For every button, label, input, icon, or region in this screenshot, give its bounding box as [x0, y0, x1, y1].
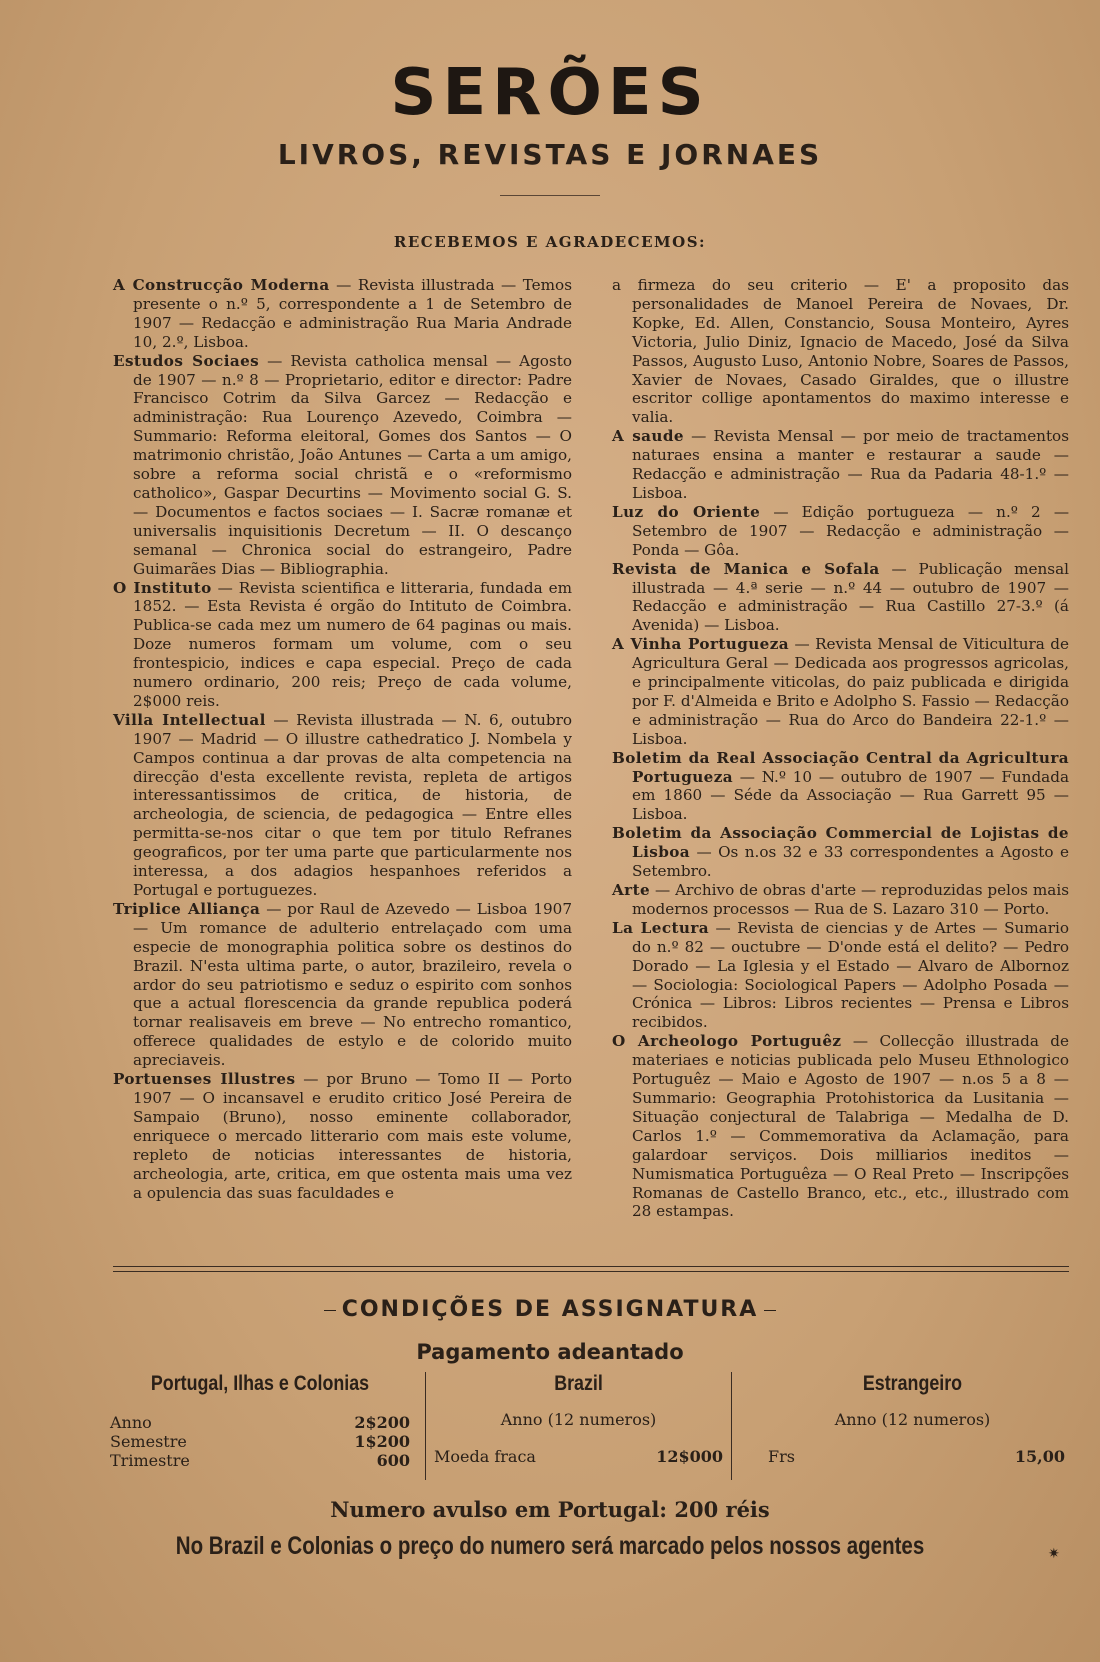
right-column: [612, 276, 1069, 1221]
masthead-subtitle: LIVROS, REVISTAS E JORNAES: [277, 138, 823, 171]
dash-right: [764, 1310, 776, 1311]
entry-text: — Revista scientifica e litteraria, fundada em 1852. — Esta Revista é orgão do Intituto de Coimbra. Publica-se cada mez um numero de 64 paginas ou mais. Doze numeros formam um volume, com o seu frontespicio, indices e capa especial. Preço de cada numero ordinario, 200 reis; Preço de cada volume, 2$000 reis.: [133, 578, 572, 710]
entry-text: — Collecção illustrada de materiaes e noticias publicada pelo Museu Ethnologico Portuguêz — Maio e Agosto de 1907 — n.os 5 a 8 — Summario: Geographia Protohistorica da Lusitania — Situação conjectural de Talabriga — Medalha de D. Carlos 1.º — Commemorativa da Aclamação, para galardoar serviços. Dois milliarios ineditos — Numismatica Portuguêza — O Real Preto — Inscripções Romanas de Castello Branco, etc., etc., illustrado com 28 estampas.: [632, 1032, 1069, 1221]
entry-name: Boletim da Real Associação Central da Agricultura Portugueza: [612, 748, 1069, 786]
entry-name: O Instituto: [113, 578, 212, 597]
price-amount: 2$200: [354, 1413, 410, 1432]
price-label: Anno: [110, 1413, 152, 1432]
entry-o-instituto: [113, 579, 572, 711]
price-heading-brazil: Brazil: [554, 1372, 603, 1395]
entry-text: — Revista Mensal — por meio de tractamentos naturaes ensina a manter e restaurar a saude — Redacção e administração — Rua da Padaria 48-1.º — Lisboa.: [632, 427, 1069, 502]
price-label: Semestre: [110, 1432, 187, 1451]
entry-vinha-portugueza: [612, 635, 1069, 748]
price-label: Moeda fraca: [434, 1447, 536, 1466]
price-row: [110, 1413, 410, 1432]
entry-arte: [612, 881, 1069, 919]
payment-heading: Pagamento adeantado: [416, 1340, 684, 1364]
entry-name: A Vinha Portugueza: [612, 635, 789, 654]
entry-name: O Archeologo Portuguêz: [612, 1032, 842, 1051]
price-row: [110, 1451, 410, 1470]
entry-name: A Construcção Moderna: [113, 276, 330, 294]
price-column-portugal: [110, 1372, 410, 1480]
entry-archeologo-portuguez: [612, 1032, 1069, 1221]
entry-text: — N.º 10 — outubro de 1907 — Fundada em 1860 — Séde da Associação — Rua Garrett 95 — Lisboa.: [632, 767, 1069, 824]
price-heading-portugal: Portugal, Ilhas e Colonias: [150, 1372, 370, 1395]
entry-text: — Revista illustrada — Temos presente o n.º 5, correspondente a 1 de Setembro de 1907 — Redacção e administração Rua Maria Andrade 10, 2.º, Lisboa.: [133, 276, 572, 351]
price-row: [434, 1447, 723, 1466]
entry-text: — Publicação mensal illustrada — 4.ª serie — n.º 44 — outubro de 1907 — Redacção e administração — Rua Castillo 27-3.º (á Avenida) — Lisboa.: [632, 559, 1069, 635]
section-heading: RECEBEMOS E AGRADECEMOS:: [393, 233, 707, 251]
price-amount: 12$000: [656, 1447, 723, 1466]
price-row: [768, 1447, 1065, 1466]
price-column-estrangeiro: [760, 1372, 1065, 1480]
entry-text: — por Bruno — Tomo II — Porto 1907 — O incansavel e erudito critico José Pereira de Sampaio (Bruno), nosso eminente collaborador, enriquece o mercado litterario com mais este volume, repleto de noticias interessantes de historia, archeologia, arte, critica, em que ostenta mais uma vez a opulencia das suas faculdades e: [133, 1070, 572, 1202]
divider: [500, 195, 600, 196]
entry-text: a firmeza do seu criterio — E' a proposito das personalidades de Manoel Pereira de Novaes, Dr. Kopke, Ed. Allen, Constancio, Sousa Monteiro, Ayres Victoria, Julio Diniz, Ignacio de Macedo, José da Silva Passos, Augusto Luso, Antonio Nobre, Soares de Passos, Xavier de Novaes, Casado Giraldes, que o illustre escritor collige apontamentos do maximo interesse e valia.: [612, 276, 1069, 427]
entry-name: Portuenses Illustres: [113, 1070, 296, 1089]
entry-text: — Archivo de obras d'arte — reproduzidas pelos mais modernos processos — Rua de S. Lazaro 310 — Porto.: [632, 881, 1069, 918]
entry-name: Revista de Manica e Sofala: [612, 559, 880, 578]
price-note: Anno (12 numeros): [500, 1410, 657, 1429]
price-heading-estrangeiro: Estrangeiro: [862, 1372, 963, 1395]
entry-name: A saude: [612, 427, 684, 446]
entry-text: — por Raul de Azevedo — Lisboa 1907 — Um romance de adulterio entrelaçado com uma especie de monographia politica sobre os destinos do Brazil. N'esta ultima parte, o autor, brazileiro, revela o ardor do seu patriotismo e seduz o espirito com sonhos que a actual florescencia da grande republica poderá tornar realisaveis em breve — No entrecho romantico, offerece qualidades de estylo e de colorido muito apreciaveis.: [133, 899, 572, 1070]
price-column-brazil: [425, 1372, 732, 1480]
entry-name: Arte: [612, 881, 651, 899]
entry-name: Triplice Alliança: [113, 899, 261, 918]
agents-notice: No Brazil e Colonias o preço do numero será marcado pelos nossos agentes: [175, 1532, 925, 1560]
entry-a-saude: [612, 427, 1069, 503]
ornament-icon: ✷: [1048, 1546, 1060, 1562]
masthead-title: SERÕES: [390, 56, 710, 130]
single-issue-price: Numero avulso em Portugal: 200 réis: [330, 1497, 770, 1522]
entry-text: — Revista Mensal de Viticultura de Agricultura Geral — Dedicada aos progressos agricolas, e principalmente viticolas, do paiz publicada e dirigida por F. d'Almeida e Brito e Adolpho S. Fassio — Redacção e administração — Rua do Arco do Bandeira 22-1.º — Lisboa.: [632, 635, 1069, 748]
price-amount: 600: [376, 1451, 410, 1470]
entry-construccao-moderna: [113, 276, 572, 352]
conditions-title-text: CONDIÇÕES DE ASSIGNATURA: [341, 1297, 759, 1322]
price-amount: 1$200: [354, 1432, 410, 1451]
entry-name: Villa Intellectual: [113, 710, 266, 729]
entry-triplice-allianca: [113, 900, 572, 1070]
entry-text: — Edição portugueza — n.º 2 — Setembro de 1907 — Redacção e administração — Ponda — Gôa.: [632, 502, 1070, 559]
entry-estudos-sociaes: [113, 352, 572, 579]
price-amount: 15,00: [1014, 1447, 1065, 1466]
entry-text: — Revista illustrada — N. 6, outubro 1907 — Madrid — O illustre cathedratico J. Nombela y Campos continua a dar provas de alta competencia na direcção d'esta excellente revista, repleta de artigos interessantissimos de critica, de historia, de archeologia, de sciencia, de pedagogica — Entre elles permitta-se-nos citar o que tem por titulo Refranes geograficos, por ter uma parte que particularmente nos interessa, a dos adagios hespanhoes referidos a Portugal e portuguezes.: [133, 710, 572, 899]
entry-name: La Lectura: [612, 918, 709, 937]
entry-boletim-real-associacao: [612, 749, 1069, 825]
entry-name: Boletim da Associação Commercial de Lojistas de Lisboa: [612, 824, 1069, 862]
entry-portuenses-illustres: [113, 1070, 572, 1202]
entry-name: Estudos Sociaes: [113, 351, 260, 370]
price-list: [110, 1413, 410, 1470]
masthead: [0, 58, 1100, 196]
entry-revista-manica-sofala: [612, 560, 1069, 636]
entry-text: — Revista catholica mensal — Agosto de 1907 — n.º 8 — Proprietario, editor e director: Padre Francisco Cotrim da Silva Garcez — Redacção e administração: Rua Lourenço Azevedo, Coimbra — Summario: Reforma eleitoral, Gomes dos Santos — O matrimonio christão, João Antunes — Carta a um amigo, sobre a reforma social christã e o «reformismo catholico», Gaspar Decurtins — Movimento social G. S. — Documentos e factos sociaes — I. Sacræ romanæ et universalis inquisitionis Decretum — II. O descanço semanal — Chronica social do estrangeiro, Padre Guimarães Dias — Bibliographia.: [133, 351, 572, 578]
price-table: [110, 1372, 1065, 1492]
left-column: [113, 276, 572, 1202]
dash-left: [324, 1310, 336, 1311]
price-label: Trimestre: [110, 1451, 190, 1470]
entry-luz-do-oriente: [612, 503, 1069, 560]
entry-villa-intellectual: [113, 711, 572, 900]
price-row: [110, 1432, 410, 1451]
entry-text: — Os n.os 32 e 33 correspondentes a Agosto e Setembro.: [632, 843, 1069, 881]
entry-boletim-lojistas: [612, 824, 1069, 881]
entry-continuation: [612, 276, 1069, 427]
entry-la-lectura: [612, 919, 1069, 1032]
conditions-title: [0, 1297, 1100, 1322]
price-note: Anno (12 numeros): [834, 1410, 991, 1429]
entry-name: Luz do Oriente: [612, 502, 761, 521]
entry-text: — Revista de ciencias y de Artes — Sumario do n.º 82 — ouctubre — D'onde está el delito? — Pedro Dorado — La Iglesia y el Estado — Alvaro de Albornoz — Sociologia: Sociological Papers — Adolpho Posada — Crónica — Libros: Libros recientes — Prensa e Libros recibidos.: [632, 918, 1069, 1032]
price-label: Frs: [768, 1447, 795, 1466]
double-rule: [113, 1266, 1069, 1272]
